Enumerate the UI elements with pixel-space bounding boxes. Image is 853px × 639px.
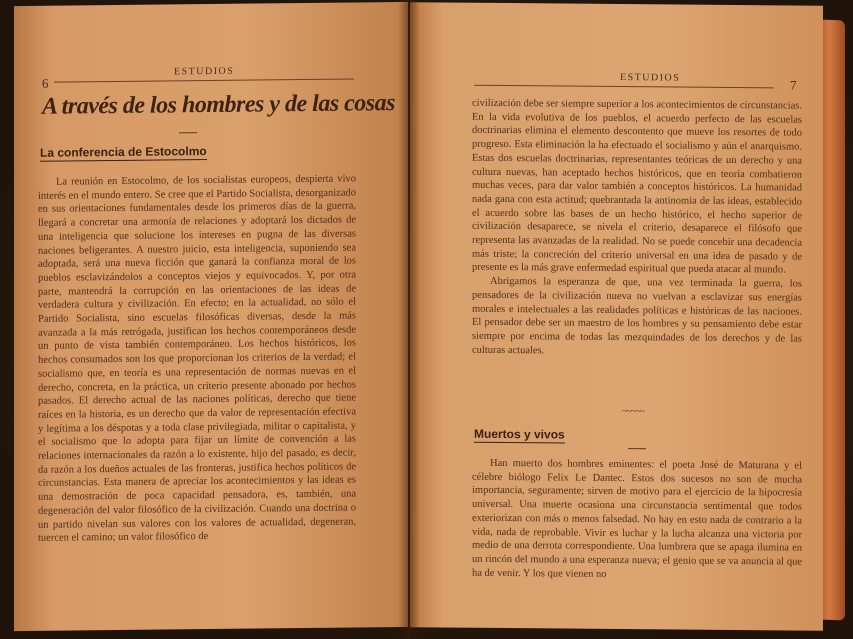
paragraph: civilización debe ser siempre superior a los acontecimientos de circunstancias. En la vida evolutiva de los pueblos, el acuerdo perfecto de las escuelas doctrinarias elimina el elemento descontento que mueve los resortes de todo progreso. Esta eliminación la ha efectuado el socialismo y aún el anarquismo. Estas dos escuelas doctrinarias, representantes teóricas de un derecho y una cultura nuevas, han aceptado hechos históricos, que en teoría combatieron muchas veces, para dar valor también a conceptos históricos. La humanidad nada gana con esta actitud; quebrantada la antinomia de las ideas, establecido el acuerdo sobre las bases de un hecho histórico, el hecho superior de civilización desaparece, se nivela el criterio, desaparece el filósofo que representa las avanzadas de la realidad. No se puede concebir una decadencia más triste; la concreción del criterio universal en una idea de pasado y de presente es la más grave enfermedad espiritual que pueda atacar al mundo.: [472, 97, 802, 276]
title-rule: [179, 132, 197, 133]
section-title: La conferencia de Estocolmo: [40, 144, 207, 160]
paragraph: La reunión en Estocolmo, de los socialistas europeos, despierta vivo interés en el mundo entero. Se cree que el Partido Socialista, desorganizado en sus orientaciones fundamentales desde los primeros días de la guerra, llegará a concretar una armonía de relaciones y adoptará los dictados de una inteligencia que solucione los intereses en pugna de las diversas naciones beligerantes. A nuestro juicio, esta inteligencia, suponiendo sea adoptada, será una nueva ficción que ganará la confianza moral de los pueblos esclavizándolos a conceptos viejos y equivocados. Y, por otra parte, mantendrá la corrupción en las orientaciones de las ideas de verdadera cultura y civilización. En efecto; en la actualidad, no sólo el Partido Socialista, sino escuelas filosóficas diversas, desde la más avanzada a la más retrógada, justifican los hechos contemporáneos desde un punto de vista también contemporáneo. Los hechos históricos, los hechos consumados son los que proporcionan los criterios de la verdad; el socialismo que, en teoría es una representación de normas nuevas en el derecho, concreta, en la práctica, un criterio presente abonado por hechos pasados. El derecho actual de las naciones políticas, derecho que tiene raíces en la historia, es un derecho que da valor de representación efectiva y legítima a los déspotas y a toda clase privilegiada, militar o capitalista, y el socialismo que lo adopta para fijar un límite de convención a las relaciones internacionales da razón a lo existente, hijo del pasado, es decir, da razón a los dueños actuales de las fronteras, justifica hechos políticos de circunstancias. Esta manera de apreciar los acontecimientos y las ideas es una demostración de poca capacidad pensadora, es, también, una degeneración del valor filosófico de la civilización. Cuando una doctrina o un partido nivelan sus valores con los valores de actualidad, degeneran, tuercen el camino; un valor filosófico de: [38, 173, 356, 545]
right-page: [410, 2, 823, 631]
title-rule: [628, 448, 646, 449]
body-text: [472, 457, 802, 583]
body-text: [38, 172, 356, 545]
header-rule: [474, 85, 774, 89]
left-page: [14, 2, 408, 631]
header-rule: [54, 79, 354, 83]
page-number: 6: [42, 75, 49, 91]
running-head: ESTUDIOS: [174, 65, 235, 78]
section-title: Muertos y vivos: [474, 426, 565, 442]
book-gutter: [398, 0, 420, 639]
page-number: 7: [790, 77, 797, 93]
paragraph: Han muerto dos hombres eminentes: el poeta José de Maturana y el célebre biólogo Felix Le Dantec. Estos dos sucesos no son de mucha importancia, seguramente; sirven de motivo para el ejercicio de la hipocresía universal. Una muerte ocasiona una circunstancia sentimental que todos exteriorizan con más o menos falsedad. No hay en esto nada de contrario a la vida, nada de reprobable. Vivir es luchar y la lucha alcanza una victoria por medio de una derrota correspondiente. Una lumbrera que se apaga ilumina en un rincón del mundo a una esperanza nueva; el genio que se va anuncia al que ha de venir. Y los que vienen no: [472, 457, 802, 580]
running-head: ESTUDIOS: [620, 72, 681, 84]
body-text: [472, 97, 802, 360]
paragraph: Abrigamos la esperanza de que, una vez terminada la guerra, los pensadores de la civilización nueva no vuelvan a esclavizar sus energías morales e intelectuales a las realidades políticas e históricas de las naciones. El pensador debe ser un maestro de los hombres y su pensamiento debe estar siempre por encima de todas las mezquindades de los derechos y de las culturas actuales.: [472, 276, 802, 357]
ornament-divider: ~~~~~: [622, 406, 645, 418]
article-title: A través de los hombres y de las cosas: [42, 90, 395, 120]
